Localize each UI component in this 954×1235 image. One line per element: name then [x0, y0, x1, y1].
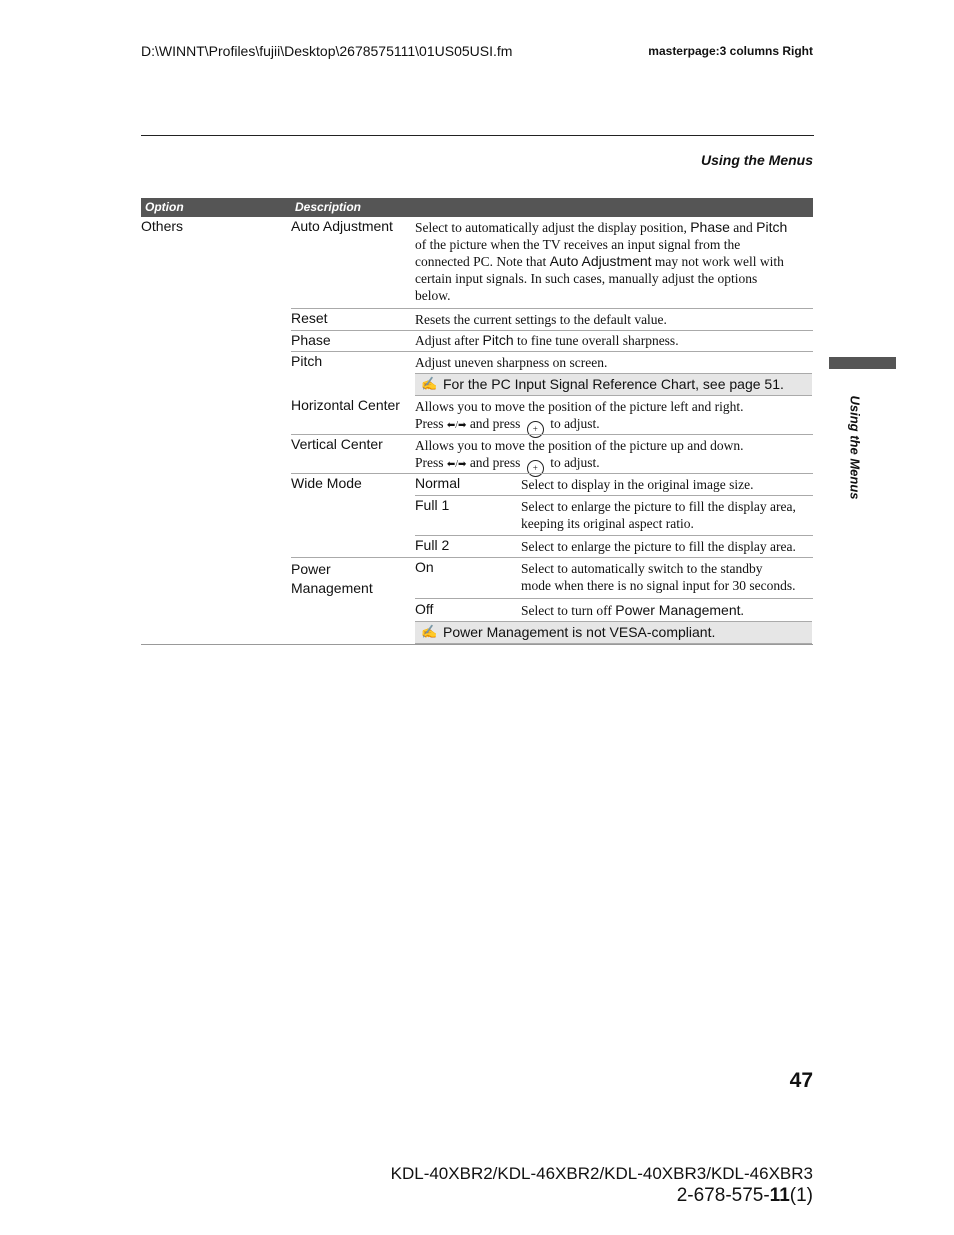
power-off-label: Off [415, 601, 434, 617]
running-title: Using the Menus [700, 152, 813, 168]
note-pencil-icon: ✍ [421, 624, 438, 639]
table-row [141, 435, 813, 474]
document-code: 2-678-575-11(1) [676, 1185, 813, 1206]
note-pencil-icon: ✍ [421, 376, 438, 391]
option-label: Others [141, 218, 184, 234]
reset-description: Resets the current settings to the default value. [415, 312, 667, 327]
top-rule [141, 135, 814, 136]
row-divider [415, 535, 813, 536]
table-row [141, 309, 813, 331]
table-row [141, 352, 813, 396]
table-row [141, 396, 813, 435]
pitch-note-text: For the PC Input Signal Reference Chart, see page 51. [443, 376, 784, 392]
item-horizontal-center: Horizontal Center [291, 397, 400, 413]
row-divider [415, 598, 813, 599]
table-row [141, 558, 813, 645]
side-tab-bar [829, 357, 896, 369]
wide-full2-description: Select to enlarge the picture to fill the display area. [521, 539, 796, 554]
table-header [141, 198, 813, 217]
enter-button-icon: + [527, 421, 544, 438]
header-description: Description [295, 200, 362, 214]
table-bottom-rule [141, 644, 813, 645]
wide-full1-label: Full 1 [415, 497, 450, 513]
vertical-center-description: Allows you to move the position of the picture up and down. Press ⬅/➡ and press + to adjust. [415, 437, 805, 477]
power-note-text: Power Management is not VESA-compliant. [443, 624, 716, 640]
left-right-arrow-icon: ⬅/➡ [446, 459, 467, 470]
side-tab-label: Using the Menus [847, 395, 863, 500]
left-right-arrow-icon: ⬅/➡ [446, 420, 467, 431]
wide-normal-description: Select to display in the original image size. [521, 477, 754, 492]
item-wide-mode: Wide Mode [291, 475, 362, 491]
pitch-note [415, 373, 812, 396]
power-on-label: On [415, 559, 434, 575]
header-option: Option [145, 200, 184, 214]
row-divider [415, 495, 813, 496]
power-on-description: Select to automatically switch to the standby mode when there is no signal input for 30 seconds. [521, 561, 796, 593]
horizontal-center-description: Allows you to move the position of the picture left and right. Press ⬅/➡ and press + to adjust. [415, 398, 805, 438]
table-row [141, 331, 813, 352]
item-reset: Reset [291, 310, 328, 326]
pitch-description: Adjust uneven sharpness on screen. [415, 355, 608, 370]
master-page-label: masterpage:3 columns Right [648, 44, 813, 58]
options-table [141, 198, 813, 645]
item-pitch: Pitch [291, 353, 323, 369]
page-number: 47 [789, 1069, 813, 1092]
item-power-management: Power Management [291, 561, 373, 596]
enter-button-icon: + [527, 460, 544, 477]
phase-description: Adjust after Pitch to fine tune overall sharpness. [415, 332, 679, 348]
wide-normal-label: Normal [415, 475, 461, 491]
table-row [141, 474, 813, 558]
power-note [415, 621, 812, 644]
file-path: D:\WINNT\Profiles\fujii\Desktop\2678575111\01US05USI.fm [141, 43, 513, 59]
item-vertical-center: Vertical Center [291, 436, 383, 452]
model-line: KDL-40XBR2/KDL-46XBR2/KDL-40XBR3/KDL-46XBR3 [390, 1164, 813, 1183]
wide-full1-description: Select to enlarge the picture to fill the display area, keeping its original aspect ratio. [521, 499, 796, 531]
item-phase: Phase [291, 332, 331, 348]
auto-adjustment-description: Select to automatically adjust the display position, Phase and Pitch of the picture when the TV receives an input signal from the connected PC. Note that Auto Adjustment may not work well with certain input signals. In such cases, manually adjust the options below. [415, 219, 788, 303]
table-row [141, 217, 813, 309]
wide-full2-label: Full 2 [415, 537, 450, 553]
item-auto-adjustment: Auto Adjustment [291, 218, 393, 234]
power-off-description: Select to turn off Power Management. [521, 602, 744, 618]
